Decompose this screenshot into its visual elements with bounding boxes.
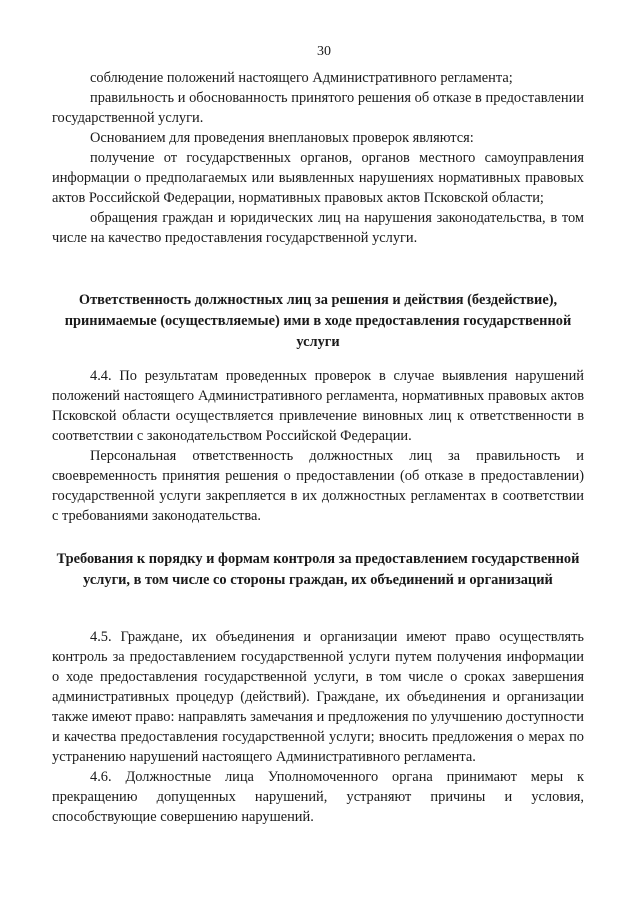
- section-heading-control-requirements: Требования к порядку и формам контроля за предоставлением государственной услуги, в том числе со стороны граждан, их объединений и организаций: [56, 551, 580, 588]
- paragraph: получение от государственных органов, органов местного самоуправления информации о предполагаемых или выявленных нарушениях нормативных правовых актов Российской Федерации, нормативных правовых актов Псковской области;: [52, 150, 584, 206]
- page-number: 30: [317, 44, 331, 59]
- responsibility-section: [52, 366, 584, 526]
- section-heading-responsibility: Ответственность должностных лиц за решения и действия (бездействие), принимаемые (осуществляемые) ими в ходе предоставления государственной услуги: [64, 292, 572, 350]
- paragraph: 4.4. По результатам проведенных проверок в случае выявления нарушений положений настоящего Административного регламента, нормативных правовых актов Псковской области осуществляется привлечение виновных лиц к ответственности в соответствии с законодательством Российской Федерации.: [52, 368, 584, 444]
- paragraph: правильность и обоснованность принятого решения об отказе в предоставлении государственной услуги.: [52, 90, 584, 126]
- paragraph: Основанием для проведения внеплановых проверок являются:: [90, 130, 474, 146]
- paragraph: соблюдение положений настоящего Административного регламента;: [90, 70, 513, 86]
- control-requirements-section: [52, 627, 584, 827]
- paragraph: 4.6. Должностные лица Уполномоченного органа принимают меры к прекращению допущенных нарушений, устраняют причины и условия, способствующие совершению нарушений.: [52, 769, 584, 825]
- paragraph: 4.5. Граждане, их объединения и организации имеют право осуществлять контроль за предоставлением государственной услуги путем получения информации о ходе предоставления государственной услуги, в том числе о сроках завершения административных процедур (действий). Граждане, их объединения и организации также имеют право: направлять замечания и предложения по улучшению доступности и качества предоставления государственной услуги; вносить предложения о мерах по устранению нарушений настоящего Административного регламента.: [52, 629, 584, 765]
- paragraph: обращения граждан и юридических лиц на нарушения законодательства, в том числе на качество предоставления государственной услуги.: [52, 210, 584, 246]
- monitoring-criteria-section: [52, 68, 584, 248]
- paragraph: Персональная ответственность должностных лиц за правильность и своевременность принятия решения о предоставлении (об отказе в предоставлении) государственной услуги закрепляется в их должностных регламентах в соответствии с требованиями законодательства.: [52, 448, 584, 524]
